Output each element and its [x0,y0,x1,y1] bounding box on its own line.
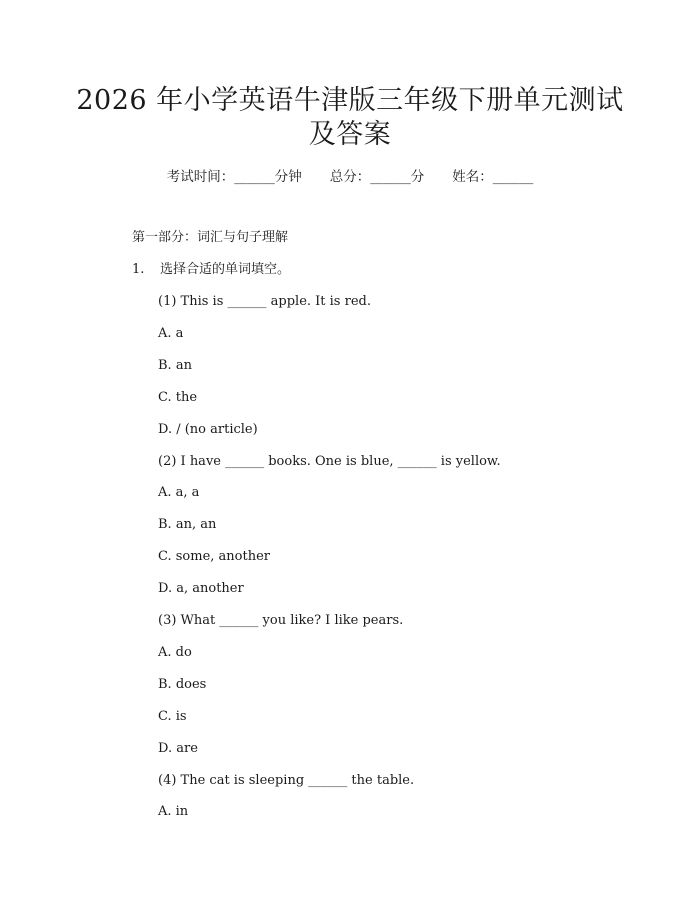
student-name-field: 姓名：______ [452,169,534,185]
answer-option: B. an [158,358,192,373]
answer-option: C. the [158,390,198,405]
sub-question: (1) This is ______ apple. It is red. [158,294,371,309]
exam-info-row [0,168,700,186]
answer-option: D. a, another [158,581,244,596]
section-title: 第一部分：词汇与句子理解 [132,230,289,245]
answer-option: A. a [158,326,184,341]
document-title-line-2: 及答案 [308,119,392,150]
answer-option: C. some, another [158,549,270,564]
answer-option: B. an, an [158,517,217,532]
answer-option: D. / (no article) [158,422,258,437]
total-score-field: 总分：______分 [329,169,425,185]
sub-question: (2) I have ______ books. One is blue, ______ is yellow. [158,454,501,469]
question-number: 1. [132,262,145,277]
sub-question: (4) The cat is sleeping ______ the table. [158,773,415,788]
exam-time-field: 考试时间：______分钟 [166,169,302,185]
answer-option: A. in [158,804,189,819]
answer-option: B. does [158,677,207,692]
sub-question: (3) What ______ you like? I like pears. [158,613,404,628]
answer-option: A. a, a [158,485,200,500]
answer-option: C. is [158,709,187,724]
answer-option: A. do [158,645,192,660]
answer-option: D. are [158,741,198,756]
question-text: 选择合适的单词填空。 [160,262,291,277]
document-title-line-1: 2026 年小学英语牛津版三年级下册单元测试 [76,85,624,116]
